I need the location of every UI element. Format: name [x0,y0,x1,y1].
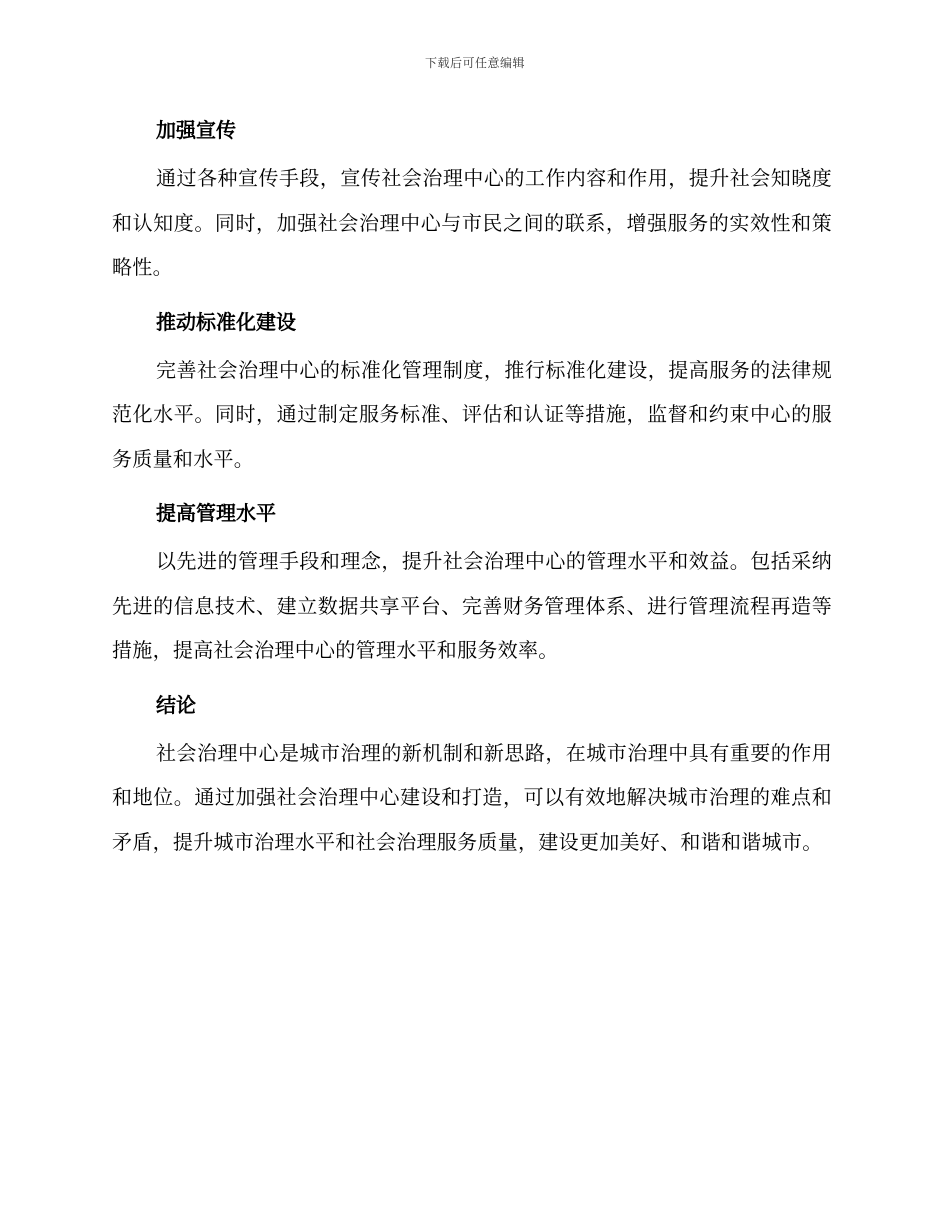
section-management [112,493,832,673]
header-note: 下载后可任意编辑 [424,56,525,70]
section-paragraph: 社会治理中心是城市治理的新机制和新思路，在城市治理中具有重要的作用和地位。通过加强社会治理中心建设和打造，可以有效地解决城市治理的难点和矛盾，提升城市治理水平和社会治理服务质量，建设更加美好、和谐和谐城市。 [112,740,832,854]
section-heading: 推动标准化建设 [156,309,296,334]
section-heading: 结论 [156,692,196,717]
document-body [112,110,832,876]
section-conclusion [112,685,832,865]
section-paragraph: 通过各种宣传手段，宣传社会治理中心的工作内容和作用，提升社会知晓度和认知度。同时，加强社会治理中心与市民之间的联系，增强服务的实效性和策略性。 [112,166,832,279]
section-paragraph: 以先进的管理手段和理念，提升社会治理中心的管理水平和效益。包括采纳先进的信息技术、建立数据共享平台、完善财务管理体系、进行管理流程再造等措施，提高社会治理中心的管理水平和服务效率。 [112,549,832,662]
section-standardization [112,302,832,482]
section-paragraph: 完善社会治理中心的标准化管理制度，推行标准化建设，提高服务的法律规范化水平。同时，通过制定服务标准、评估和认证等措施，监督和约束中心的服务质量和水平。 [112,357,832,471]
section-publicity [112,110,832,290]
section-heading: 提高管理水平 [156,501,276,525]
section-heading: 加强宣传 [156,118,236,142]
